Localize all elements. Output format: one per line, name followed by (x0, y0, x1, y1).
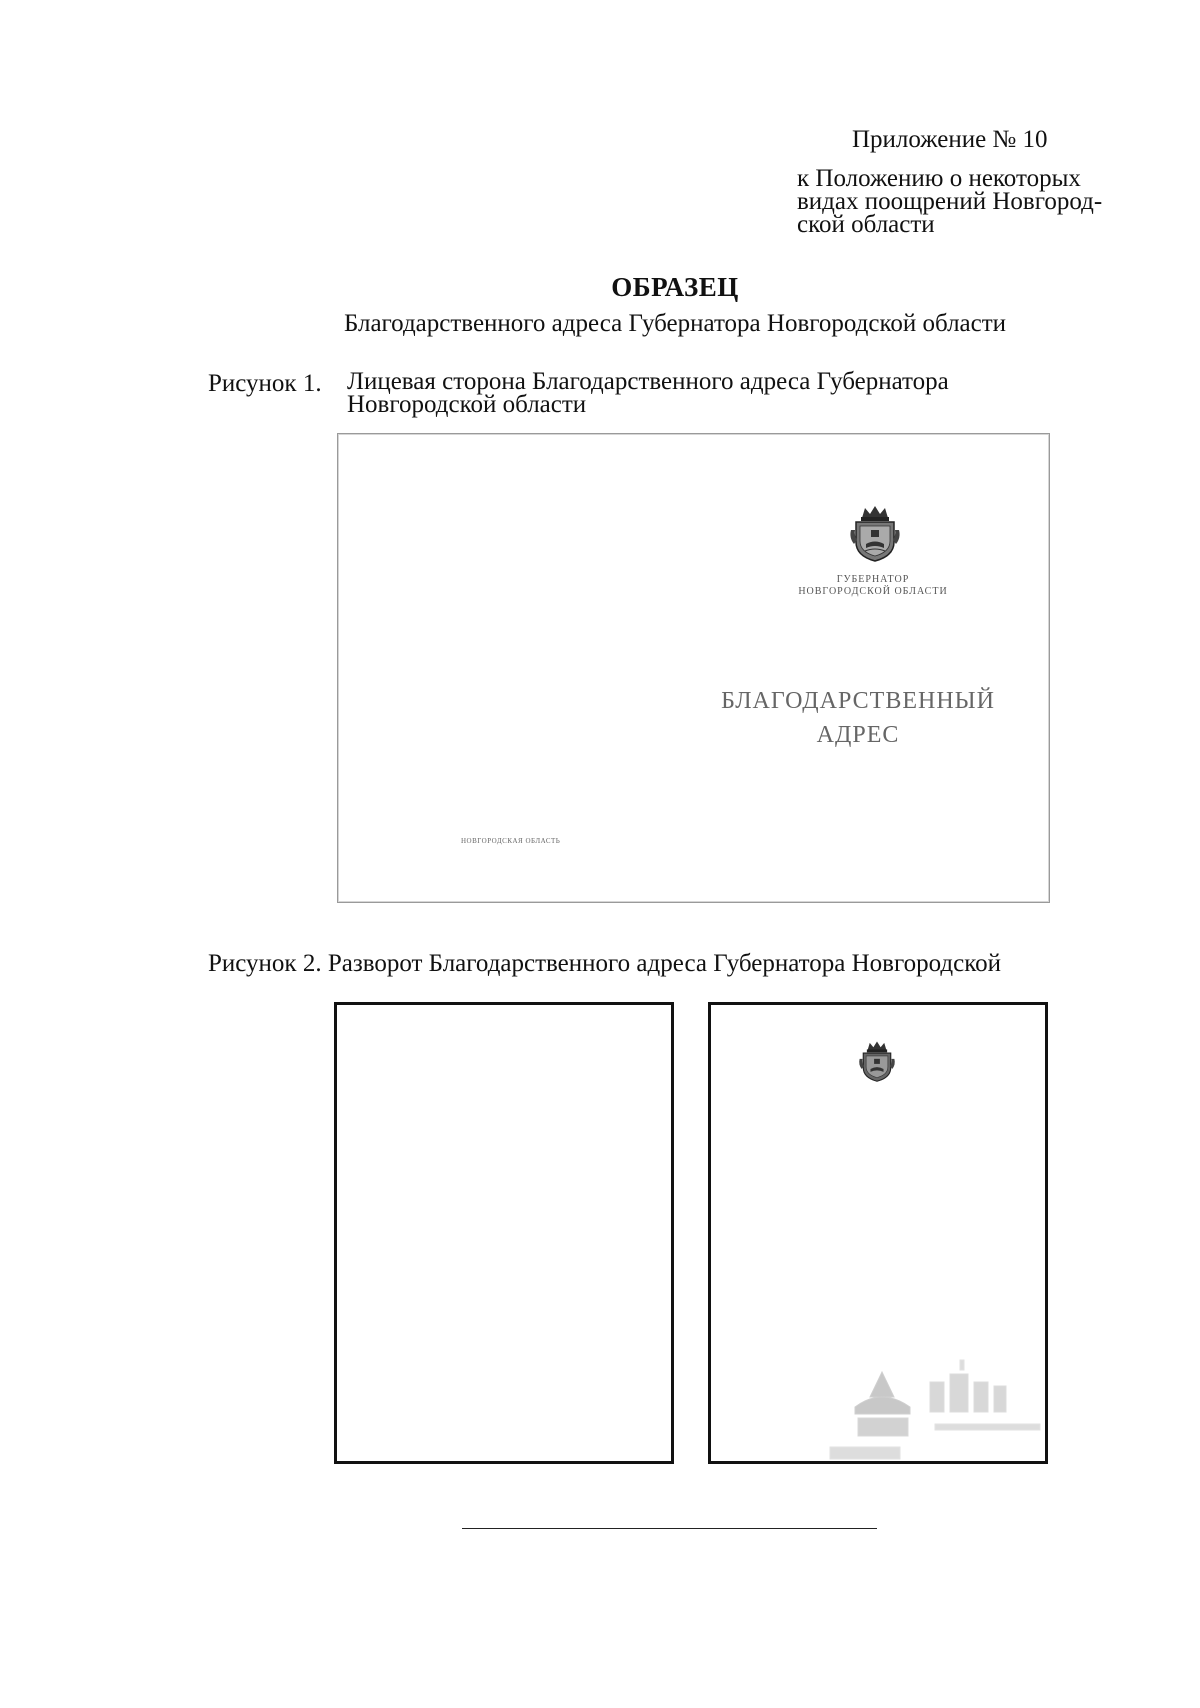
figure-1-caption-line: Новгородской области (347, 391, 587, 418)
appendix-reference (797, 167, 1137, 236)
front-cover-image (337, 433, 1050, 903)
document-subtitle: Благодарственного адреса Губернатора Новгородской области (343, 310, 1007, 337)
figure-2-caption: Рисунок 2. Разворот Благодарственного адреса Губернатора Новгородской (208, 950, 1001, 977)
cover-governor-text (718, 574, 1028, 598)
appendix-reference-line: к Положению о некоторых (797, 165, 1081, 192)
seal-stamp-icon (800, 1352, 1050, 1482)
cover-footer-text: НОВГОРОДСКАЯ ОБЛАСТЬ (461, 837, 561, 845)
appendix-reference-line: видах поощрений Новгород- (797, 188, 1103, 215)
figure-1-number: Рисунок 1. (208, 370, 322, 397)
appendix-reference-line: ской области (797, 211, 935, 238)
spread-left-page (334, 1002, 674, 1464)
cover-title-line: АДРЕС (816, 722, 900, 748)
cover-governor-line: ГУБЕРНАТОР (836, 574, 910, 585)
figure-1-caption (347, 370, 949, 416)
appendix-number: Приложение № 10 (852, 126, 1048, 153)
document-title: ОБРАЗЕЦ (611, 272, 739, 302)
cover-title-line: БЛАГОДАРСТВЕННЫЙ (721, 688, 995, 714)
closing-divider-line (462, 1528, 877, 1529)
coat-of-arms-icon (857, 1040, 897, 1082)
coat-of-arms-icon (848, 504, 902, 562)
figure-1-caption-line: Лицевая сторона Благодарственного адреса Губернатора (347, 368, 949, 395)
cover-governor-line: НОВГОРОДСКОЙ ОБЛАСТИ (798, 586, 948, 597)
cover-title (668, 684, 1048, 752)
